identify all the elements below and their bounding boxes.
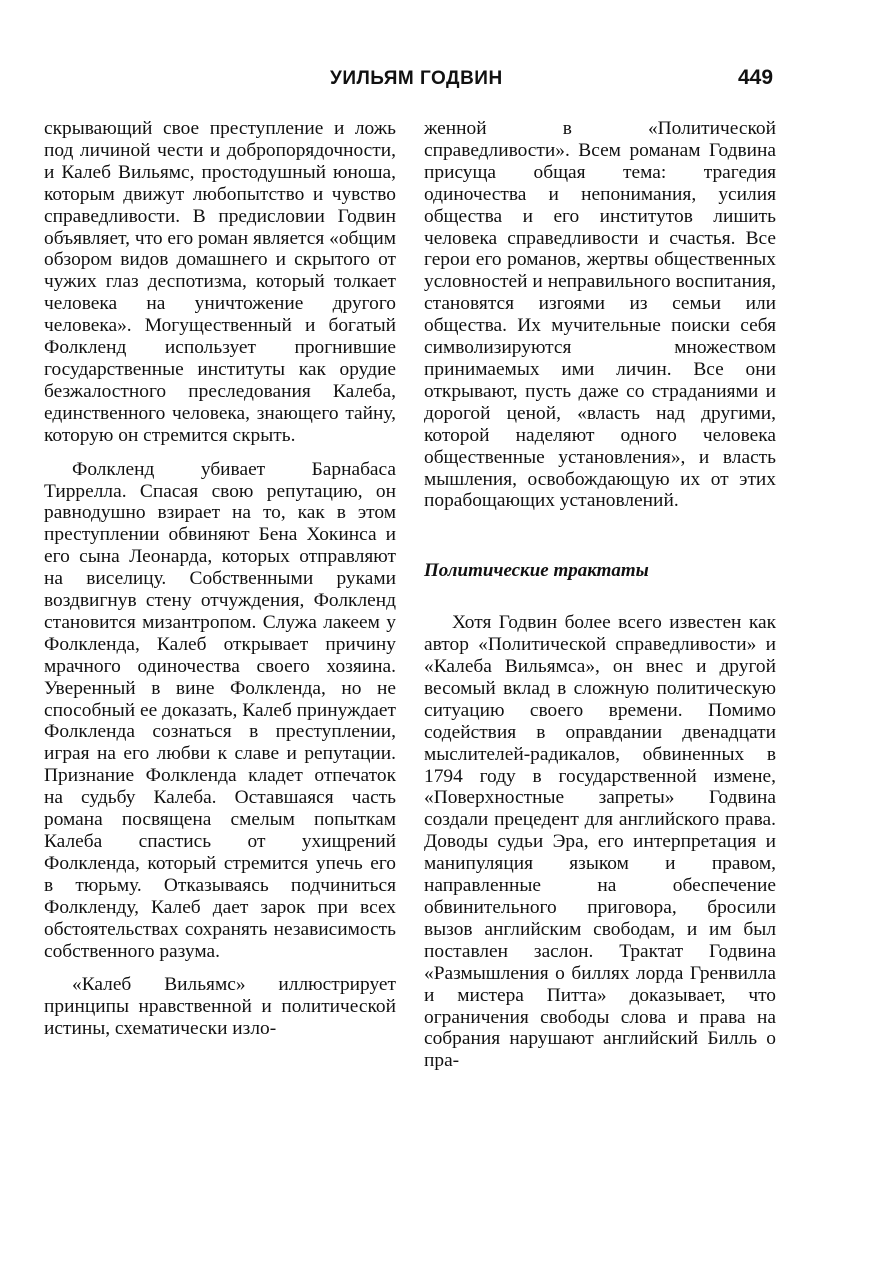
section-heading: Политические трактаты: [424, 560, 649, 582]
left-column: [44, 118, 396, 1040]
paragraph: Фолкленд убивает Барнабаса Тиррелла. Спасая свою репутацию, он равнодушно взирает на то, как в этом преступлении обвиняют Бена Хокинса и его сына Леонарда, которых отправляют на виселицу. Собственными руками воздвигнув стену отчуждения, Фолкленд становится мизантропом. Служа лакеем у Фолкленда, Калеб открывает причину мрачного одиночества своего хозяина. Уверенный в вине Фолкленда, но не способный ее доказать, Калеб принуждает Фолкленда сознаться в преступлении, играя на его любви к славе и репутации. Признание Фолкленда кладет отпечаток на судьбу Калеба. Оставшаяся часть романа посвящена смелым попыткам Калеба спастись от ухищрений Фолкленда, который стремится упечь его в тюрьму. Отказываясь подчиниться Фолкленду, Калеб дает зарок при всех обстоятельствах сохранять независимость собственного разума.: [44, 458, 396, 962]
paragraph: скрывающий свое преступление и ложь под личиной чести и добропорядочности, и Калеб Вильямс, простодушный юноша, которым движут любопытство и чувство справедливости. В предисловии Годвин объявляет, что его роман является «общим обзором видов домашнего и скрытого от чужих глаз деспотизма, который толкает человека на уничтожение другого человека». Могущественный и богатый Фолкленд использует прогнившие государственные институты как орудие безжалостного преследования Калеба, единственного человека, знающего тайну, которую он стремится скрыть.: [44, 118, 396, 446]
paragraph: «Калеб Вильямс» иллюстрирует принципы нравственной и политической истины, схематически изло-: [44, 974, 396, 1040]
right-column: [424, 118, 776, 1072]
running-title: УИЛЬЯМ ГОДВИН: [330, 68, 503, 89]
page-number: 449: [738, 66, 774, 89]
paragraph: женной в «Политической справедливости». Всем романам Годвина присуща общая тема: трагедия одиночества и непонимания, усилия общества и его институтов лишить человека справедливости и счастья. Все герои его романов, жертвы общественных условностей и неправильного воспитания, становятся изгоями из семьи или общества. Их мучительные поиски себя символизируются множеством принимаемых ими личин. Все они открывают, пусть даже со страданиями и дорогой ценой, «власть над другими, которой наделяют одного человека общественные установления», и власть мышления, освобождающую их от этих порабощающих установлений.: [424, 118, 776, 512]
paragraph: Хотя Годвин более всего известен как автор «Политической справедливости» и «Калеба Вильямса», он внес и другой весомый вклад в сложную политическую ситуацию своего времени. Помимо содействия в оправдании двенадцати мыслителей-радикалов, обвиненных в 1794 году в государственной измене, «Поверхностные запреты» Годвина создали прецедент для английского права. Доводы судьи Эра, его интерпретация и манипуляция языком и правом, направленные на обеспечение обвинительного приговора, бросили вызов английским свободам, и им был поставлен заслон. Трактат Годвина «Размышления о биллях лорда Гренвилла и мистера Питта» доказывает, что ограничения свободы слова и права на собрания нарушают английский Билль о пра-: [424, 612, 776, 1072]
